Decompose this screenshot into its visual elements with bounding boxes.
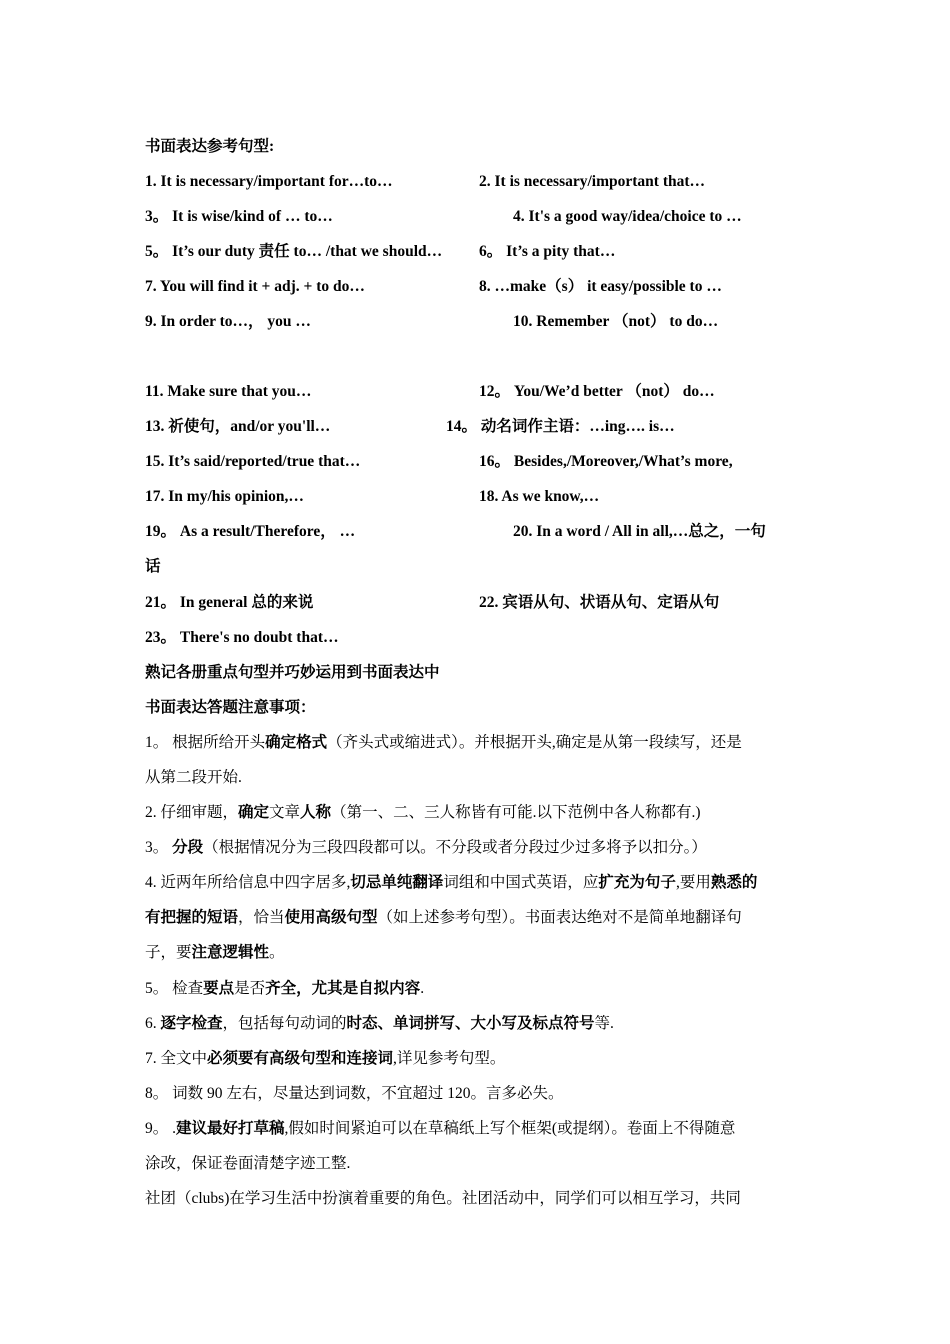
note-4: 4. 近两年所给信息中四字居多,切忌单纯翻译词组和中国式英语，应扩充为句子,要用熟悉的: [145, 874, 758, 891]
pattern-21: 21。 In general 总的来说: [145, 594, 314, 611]
pattern-3: 3。 It is wise/kind of … to…: [145, 208, 333, 225]
pattern-1: 1. It is necessary/important for…to…: [145, 173, 393, 190]
note-2: 2. 仔细审题，确定文章人称（第一、二、三人称皆有可能.以下范例中各人称都有.): [145, 804, 701, 821]
pattern-5: 5。 It’s our duty 责任 to… /that we should…: [145, 243, 443, 260]
note-9: 9。 .建议最好打草稿,假如时间紧迫可以在草稿纸上写个框架(或提纲）。卷面上不得随意: [145, 1120, 736, 1137]
pattern-20-continued: 话: [145, 558, 161, 575]
pattern-16: 16。 Besides,/Moreover,/What’s more,: [479, 453, 733, 470]
pattern-13: 13. 祈使句，and/or you'll…: [145, 418, 331, 435]
section-heading: 书面表达参考句型:: [145, 138, 275, 155]
pattern-23: 23。 There's no doubt that…: [145, 629, 339, 646]
note-1: 1。 根据所给开头确定格式（齐头式或缩进式）。并根据开头,确定是从第一段续写，还是: [145, 734, 742, 751]
pattern-11: 11. Make sure that you…: [145, 383, 312, 400]
pattern-9: 9. In order to…， you …: [145, 313, 311, 330]
pattern-14: 14。 动名词作主语：…ing…. is…: [446, 418, 675, 435]
note-1-continued: 从第二段开始.: [145, 769, 242, 786]
prompt-paragraph: 社团（clubs)在学习生活中扮演着重要的角色。社团活动中，同学们可以相互学习，共同: [145, 1190, 741, 1207]
pattern-2: 2. It is necessary/important that…: [479, 173, 706, 190]
memorize-line: 熟记各册重点句型并巧妙运用到书面表达中: [145, 664, 440, 681]
pattern-8: 8. …make（s） it easy/possible to …: [479, 278, 722, 295]
note-8: 8。 词数 90 左右，尽量达到词数，不宜超过 120。言多必失。: [145, 1085, 564, 1102]
pattern-10: 10. Remember （not） to do…: [513, 313, 719, 330]
pattern-6: 6。 It’s a pity that…: [479, 243, 616, 260]
note-7: 7. 全文中必须要有高级句型和连接词,详见参考句型。: [145, 1050, 506, 1067]
pattern-20: 20. In a word / All in all,…总之，一句: [513, 523, 766, 540]
pattern-17: 17. In my/his opinion,…: [145, 488, 304, 505]
pattern-18: 18. As we know,…: [479, 488, 600, 505]
pattern-19: 19。 As a result/Therefore， …: [145, 523, 356, 540]
note-4-end: 子，要注意逻辑性。: [145, 944, 285, 961]
pattern-22: 22. 宾语从句、状语从句、定语从句: [479, 594, 720, 611]
pattern-7: 7. You will find it + adj. + to do…: [145, 278, 365, 295]
note-9-continued: 涂改，保证卷面清楚字迹工整.: [145, 1155, 351, 1172]
notes-heading: 书面表达答题注意事项：: [145, 699, 316, 716]
note-4-continued: 有把握的短语，恰当使用高级句型（如上述参考句型）。书面表达绝对不是简单地翻译句: [145, 909, 742, 926]
note-3: 3。 分段（根据情况分为三段四段都可以。不分段或者分段过少过多将予以扣分。）: [145, 839, 707, 856]
pattern-15: 15. It’s said/reported/true that…: [145, 453, 361, 470]
pattern-4: 4. It's a good way/idea/choice to …: [513, 208, 742, 225]
note-5: 5。 检查要点是否齐全，尤其是自拟内容.: [145, 980, 425, 997]
pattern-12: 12。 You/We’d better （not） do…: [479, 383, 715, 400]
note-6: 6. 逐字检查，包括每句动词的时态、单词拼写、大小写及标点符号等.: [145, 1015, 614, 1032]
